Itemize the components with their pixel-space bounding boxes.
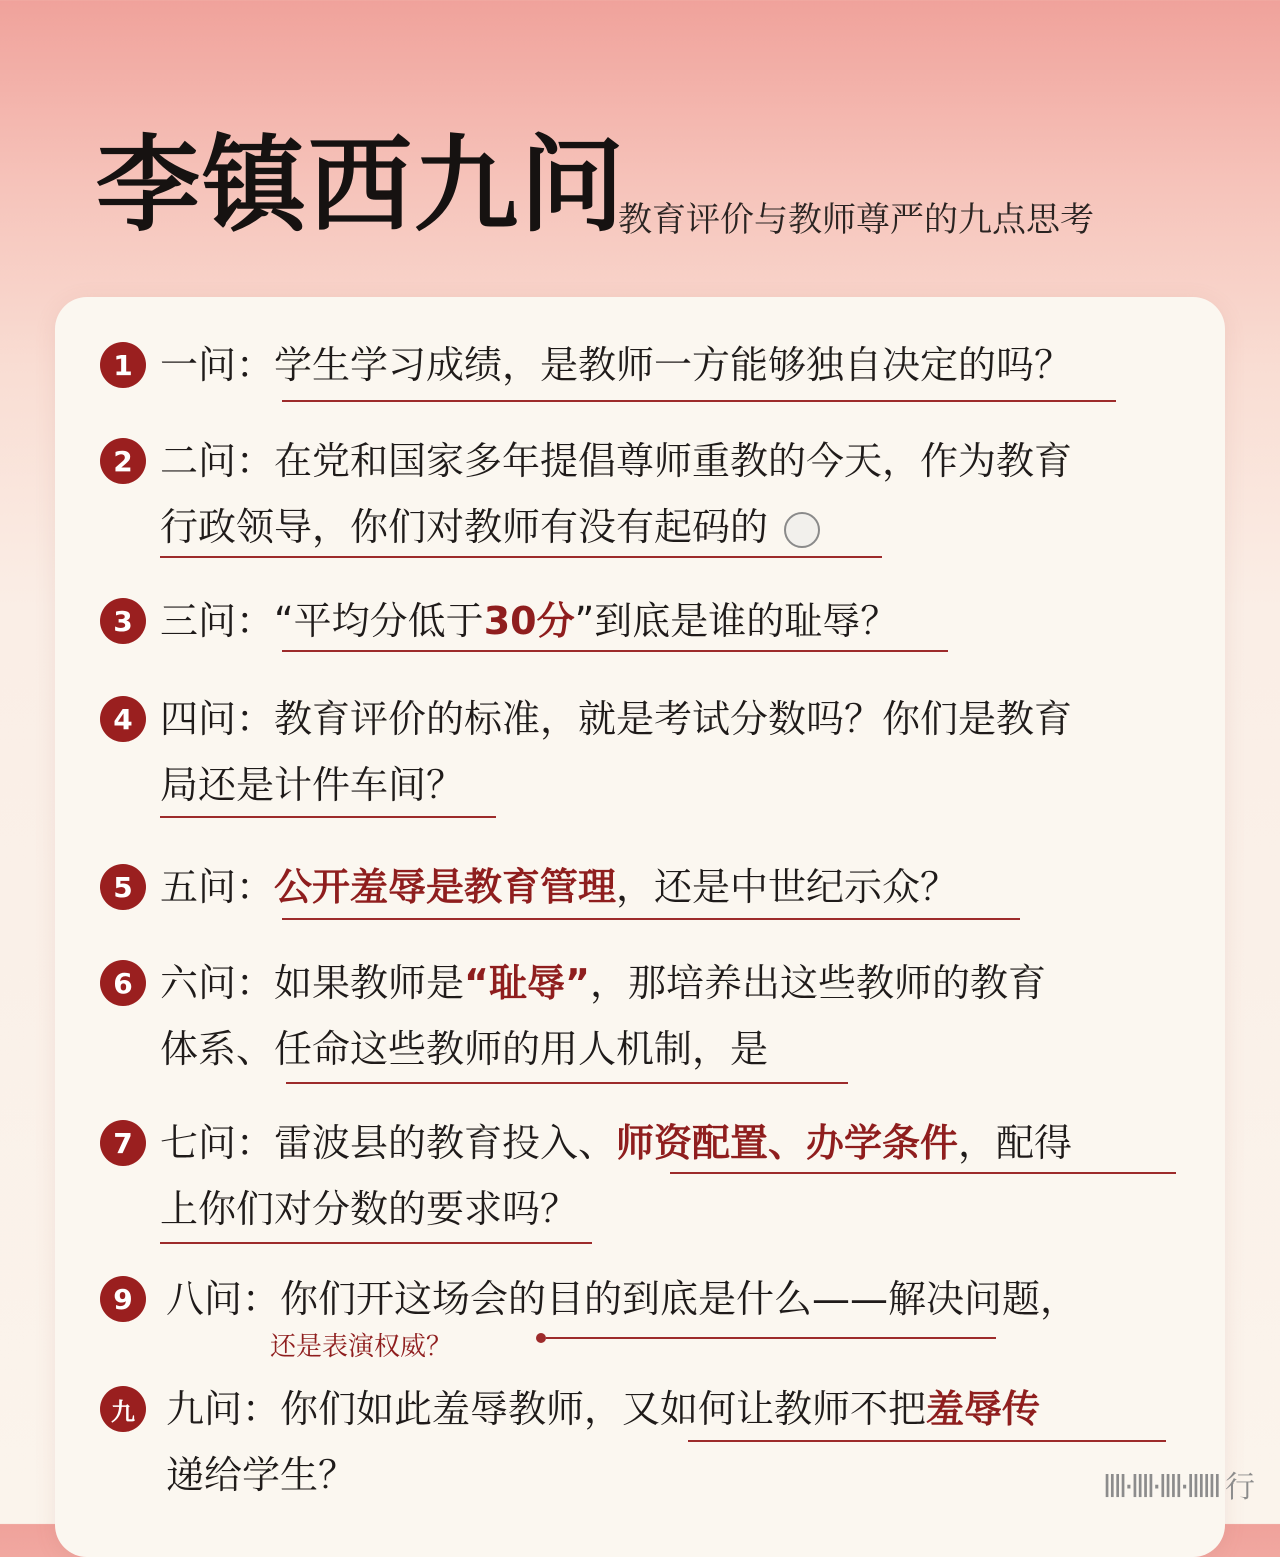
page-subtitle: 教育评价与教师尊严的九点思考 bbox=[618, 200, 1094, 240]
watermark: llll·llll·llll·llllll 行 bbox=[1102, 1470, 1252, 1505]
question-text: 六问：如果教师是“耻辱”，那培养出这些教师的教育 bbox=[160, 961, 1046, 1005]
question-text: 四问：教育评价的标准，就是考试分数吗？你们是教育 bbox=[160, 697, 1073, 741]
question-text: 一问：学生学习成绩，是教师一方能够独自决定的吗？ bbox=[160, 343, 1073, 387]
highlight-text: 师资配置、办学条件 bbox=[616, 1121, 959, 1165]
highlight-text: “耻辱” bbox=[464, 961, 590, 1005]
question-text-line-2: 上你们对分数的要求吗？ bbox=[160, 1187, 579, 1231]
question-text: 九问：你们如此羞辱教师，又如何让教师不把羞辱传 bbox=[166, 1387, 1041, 1431]
number-badge: 9 bbox=[100, 1276, 146, 1322]
underline bbox=[160, 556, 882, 558]
highlight-text: 羞辱传 bbox=[926, 1387, 1041, 1431]
pensive-emoji-icon bbox=[784, 512, 820, 548]
number-badge: 3 bbox=[100, 598, 146, 644]
question-text: 八问：你们开这场会的目的到底是什么——解决问题， bbox=[166, 1277, 1079, 1321]
question-text: 三问：“平均分低于30分”到底是谁的耻辱？ bbox=[160, 599, 899, 643]
number-badge: 6 bbox=[100, 960, 146, 1006]
underline bbox=[282, 400, 1116, 402]
question-text-line-2 bbox=[160, 494, 820, 560]
question-text-continued: 行政领导，你们对教师有没有起码的 bbox=[160, 505, 769, 549]
number-badge: 2 bbox=[100, 438, 146, 484]
question-text-line-2: 局还是计件车间？ bbox=[160, 763, 465, 807]
underline bbox=[160, 1242, 592, 1244]
underline bbox=[670, 1172, 1176, 1174]
number-badge: 5 bbox=[100, 864, 146, 910]
underline bbox=[688, 1440, 1166, 1442]
highlight-text: 30分 bbox=[483, 599, 575, 643]
underline bbox=[286, 1082, 848, 1084]
question-text: 五问：公开羞辱是教育管理，还是中世纪示众？ bbox=[160, 865, 959, 909]
question-text: 七问：雷波县的教育投入、师资配置、办学条件，配得 bbox=[160, 1121, 1073, 1165]
underline bbox=[160, 816, 496, 818]
question-text-line-2: 递给学生？ bbox=[166, 1453, 357, 1497]
note-text: 还是表演权威？ bbox=[270, 1332, 453, 1362]
number-badge: 7 bbox=[100, 1120, 146, 1166]
number-badge: 1 bbox=[100, 342, 146, 388]
number-badge: 九 bbox=[100, 1386, 146, 1432]
question-text: 二问：在党和国家多年提倡尊师重教的今天，作为教育 bbox=[160, 439, 1073, 483]
highlight-text: 公开羞辱是教育管理 bbox=[274, 865, 617, 909]
underline-dot bbox=[536, 1333, 546, 1343]
underline bbox=[282, 650, 948, 652]
underline bbox=[546, 1337, 996, 1339]
underline bbox=[282, 918, 1020, 920]
page-title: 李镇西九问 bbox=[96, 123, 627, 246]
number-badge: 4 bbox=[100, 696, 146, 742]
question-text-line-2: 体系、任命这些教师的用人机制，是 bbox=[160, 1027, 769, 1071]
